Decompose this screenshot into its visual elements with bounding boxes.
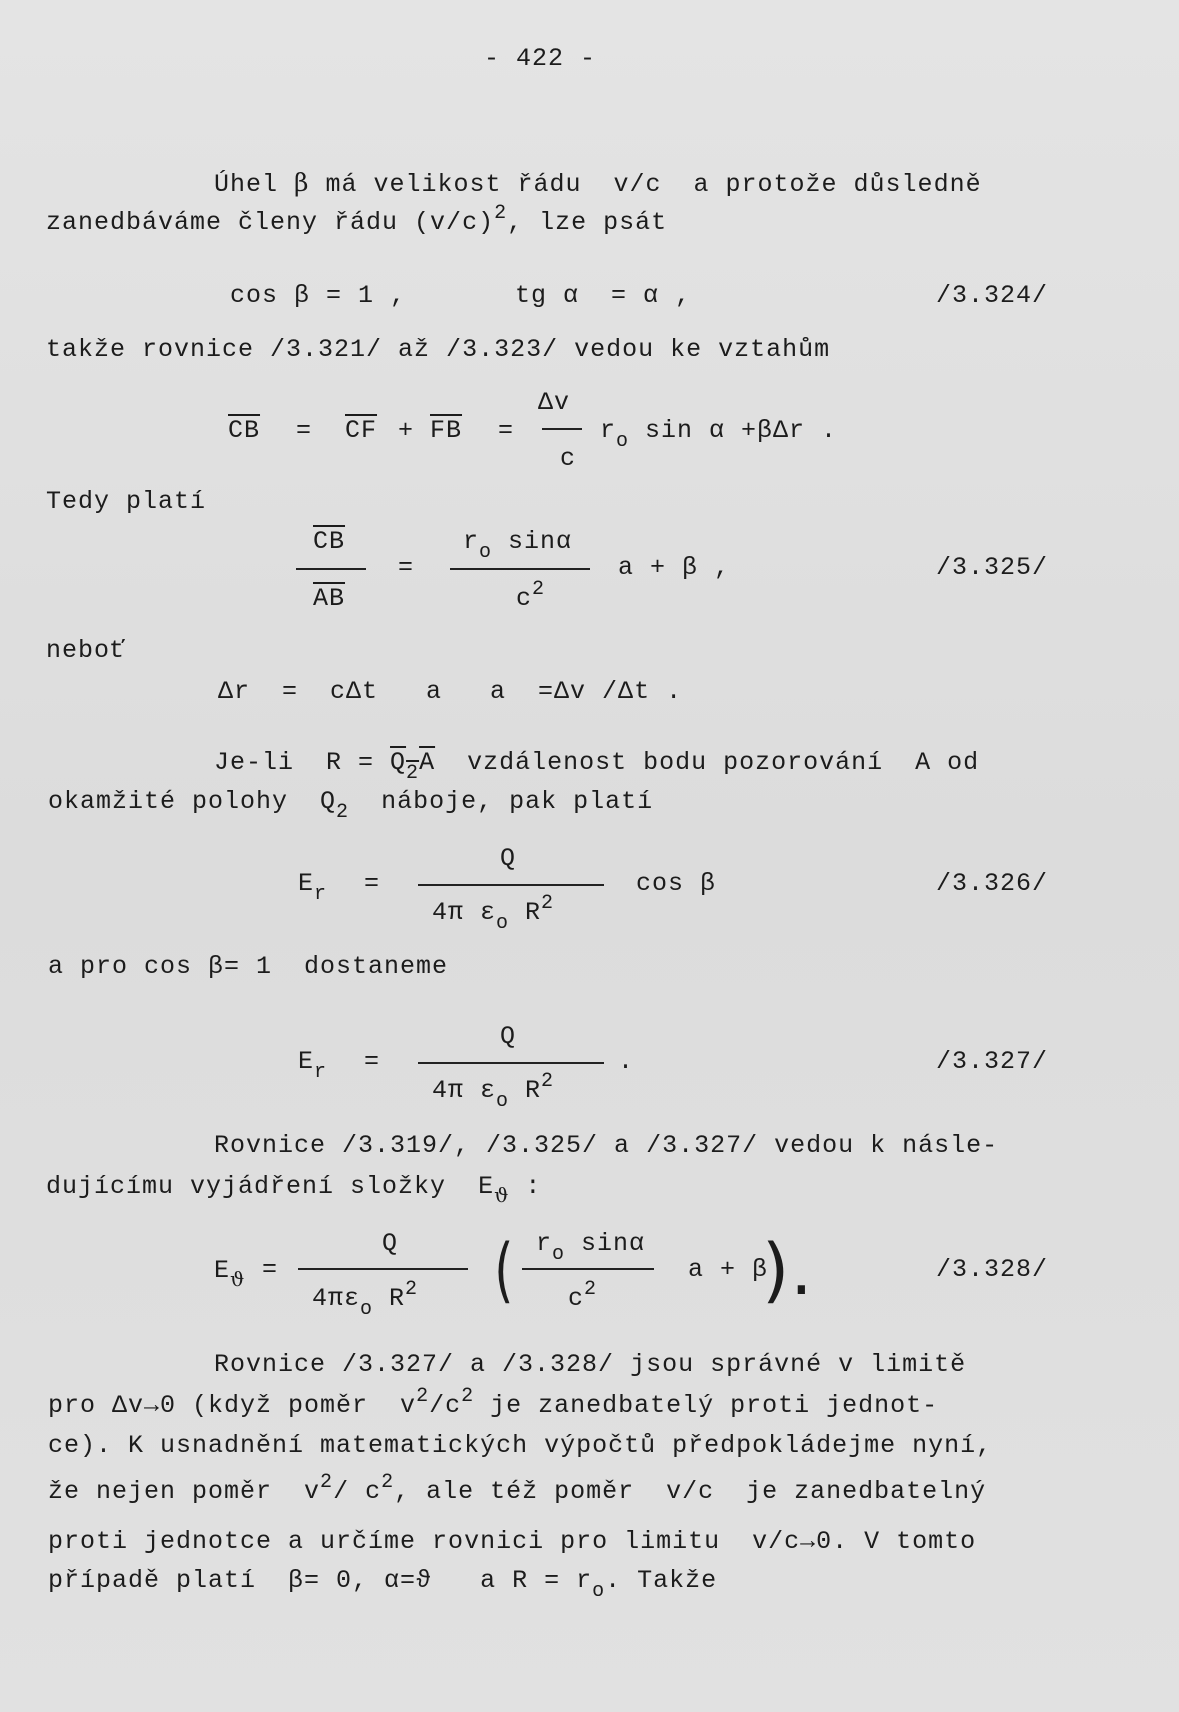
para-jeli-line1	[214, 748, 980, 785]
text: r	[536, 1229, 553, 1258]
subscript: ϑ	[230, 1267, 246, 1291]
text: c	[568, 1284, 585, 1313]
para-final-line4	[48, 1471, 987, 1509]
text: Úhel	[214, 170, 295, 199]
eq325-numerator	[463, 527, 573, 564]
page-number: - 422 -	[484, 44, 597, 73]
para-final-line2	[48, 1385, 939, 1423]
rparen: ).	[762, 1229, 814, 1311]
subscript: r	[314, 1061, 328, 1084]
line-takze: takže rovnice /3.321/ až /3.323/ vedou ke vztahům	[46, 335, 831, 364]
exponent: 2	[405, 1278, 419, 1301]
subscript: o	[496, 1090, 510, 1113]
eq324-right: tg α = α ,	[515, 281, 692, 310]
line-apro: a pro cos β= 1 dostaneme	[48, 952, 449, 981]
eq328-inner-denominator	[568, 1278, 598, 1316]
subscript: r	[314, 883, 328, 906]
eq326-tail: cos β	[636, 869, 717, 898]
text: vzdálenost bodu pozorování A od	[435, 748, 980, 777]
eq325-number: /3.325/	[936, 553, 1049, 582]
fraction-bar	[298, 1268, 468, 1270]
text: R	[373, 1284, 406, 1313]
text: 4π ε	[432, 1076, 497, 1105]
exponent: 2	[584, 1278, 598, 1301]
eq-cb-numerator: Δv	[538, 388, 571, 417]
text: , ale též poměr v/c je zanedbatelný	[394, 1477, 987, 1506]
text: :	[509, 1172, 542, 1201]
q2a-overline	[390, 748, 436, 785]
exponent: 2	[494, 202, 508, 225]
text: případě platí β= 0, α=ϑ a R = r	[48, 1566, 593, 1595]
text: dujícímu vyjádření složky E	[46, 1172, 495, 1201]
para-final-line1: Rovnice /3.327/ a /3.328/ jsou správné v limitě	[214, 1350, 967, 1379]
subscript: 2	[336, 801, 350, 824]
fraction-bar	[450, 568, 590, 570]
exponent: 2	[461, 1385, 475, 1408]
eq-cb-eq2: =	[498, 416, 515, 445]
eq-cb-denominator: c	[560, 444, 577, 473]
eq324-left: cos β = 1 ,	[230, 281, 407, 310]
subscript: 2	[406, 762, 420, 785]
text: E	[298, 869, 315, 898]
exponent: 2	[541, 892, 555, 915]
eq328-inner-numerator	[536, 1229, 646, 1266]
eq-cb-eq1: =	[296, 416, 313, 445]
subscript: o	[552, 1243, 566, 1266]
eq326-eq: =	[364, 869, 381, 898]
eq326-denominator	[432, 892, 555, 935]
para-rovnice1-line2	[46, 1171, 542, 1207]
eq328-number: /3.328/	[936, 1255, 1049, 1284]
eq325-denominator	[516, 578, 546, 616]
exponent: 2	[541, 1070, 555, 1093]
eq327-numerator: Q	[500, 1022, 517, 1051]
subscript: o	[496, 912, 510, 935]
eq-cb-cb: $\overline{CB}$	[228, 416, 261, 445]
eq326-number: /3.326/	[936, 869, 1049, 898]
eq-cb-tail	[600, 416, 838, 453]
text: R	[509, 898, 542, 927]
text: sin α +βΔr .	[629, 416, 838, 445]
text: že nejen poměr v	[48, 1477, 321, 1506]
exponent: 2	[532, 578, 546, 601]
text: A	[419, 748, 436, 777]
para1-line1	[214, 168, 982, 200]
text: 4πε	[312, 1284, 361, 1313]
eq328-lparen: (	[494, 1229, 515, 1311]
text: okamžité polohy Q	[48, 787, 337, 816]
subscript: o	[592, 1580, 606, 1603]
eq325-cb: $\overline{CB}$	[313, 527, 346, 556]
text: E	[298, 1047, 315, 1076]
text: je zanedbatelý proti jednot-	[474, 1391, 939, 1420]
text: R	[509, 1076, 542, 1105]
exponent: 2	[381, 1471, 395, 1494]
subscript: o	[360, 1298, 374, 1321]
eq325-eq: =	[398, 553, 415, 582]
para-final-line5: proti jednotce a určíme rovnici pro limitu v/c→0. V tomto	[48, 1527, 977, 1556]
eq327-denominator	[432, 1070, 555, 1113]
eq-cb-cf: $\overline{CF}$	[345, 416, 378, 445]
text: 4π ε	[432, 898, 497, 927]
eq327-tail: .	[618, 1047, 635, 1076]
fraction-bar	[418, 884, 604, 886]
eq-cb-plus: +	[398, 416, 415, 445]
text: má velikost řádu v/c a protože důsledně	[309, 170, 982, 199]
eq324-number: /3.324/	[936, 281, 1049, 310]
eq328-eq: =	[262, 1255, 279, 1284]
text: náboje, pak platí	[349, 787, 654, 816]
text: pro Δv→0 (když poměr v	[48, 1391, 417, 1420]
exponent: 2	[416, 1385, 430, 1408]
text: sinα	[492, 527, 573, 556]
para-final-line6	[48, 1566, 718, 1603]
fraction-bar	[296, 568, 366, 570]
subscript: ϑ	[494, 1183, 510, 1207]
eq325-ab: $\overline{AB}$	[313, 584, 346, 613]
text: sinα	[565, 1229, 646, 1258]
eq-cb-fb: $\overline{FB}$	[430, 416, 463, 445]
text: Je-li R =	[214, 748, 391, 777]
text: E	[214, 1256, 231, 1285]
para-final-line3: ce). K usnadnění matematických výpočtů předpokládejme nyní,	[48, 1431, 993, 1460]
fraction-bar	[522, 1268, 654, 1270]
exponent: 2	[320, 1471, 334, 1494]
para1-line2	[46, 202, 668, 240]
text: r	[600, 416, 617, 445]
eq327-eq: =	[364, 1047, 381, 1076]
fraction-bar	[418, 1062, 604, 1064]
text: /c	[429, 1391, 462, 1420]
eq328-rparen	[762, 1229, 814, 1311]
eq327-number: /3.327/	[936, 1047, 1049, 1076]
subscript: o	[479, 541, 493, 564]
eq328-lhs	[214, 1255, 246, 1291]
eq327-lhs	[298, 1047, 328, 1084]
beta-symbol: β	[294, 168, 310, 197]
text: r	[463, 527, 480, 556]
eq328-numerator: Q	[382, 1229, 399, 1258]
line-nebot: neboť	[46, 636, 127, 665]
para-rovnice1-line1: Rovnice /3.319/, /3.325/ a /3.327/ vedou k násle-	[214, 1131, 999, 1160]
text: / c	[333, 1477, 382, 1506]
eq325-tail: a + β ,	[618, 553, 731, 582]
eq328-denominator	[312, 1278, 419, 1321]
text: . Takže	[605, 1566, 718, 1595]
para-jeli-line2	[48, 787, 654, 824]
eq326-lhs	[298, 869, 328, 906]
line-delta-r: Δr = cΔt a a =Δv /Δt .	[218, 677, 683, 706]
fraction-bar	[542, 428, 582, 430]
line-tedy: Tedy platí	[46, 487, 207, 516]
subscript: o	[616, 430, 630, 453]
text: Q	[390, 748, 407, 777]
eq326-numerator: Q	[500, 844, 517, 873]
text: zanedbáváme členy řádu (v/c)	[46, 208, 495, 237]
text: , lze psát	[507, 208, 668, 237]
eq328-inner-tail: a + β	[688, 1255, 769, 1284]
text: c	[516, 584, 533, 613]
